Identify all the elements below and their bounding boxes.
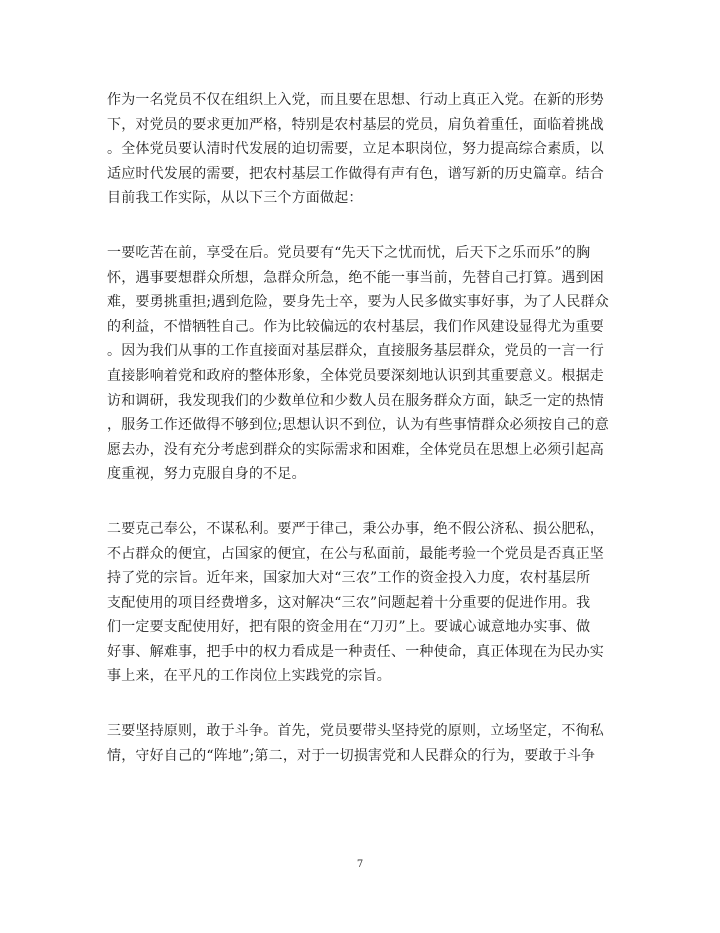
text-line: 愿去办，没有充分考虑到群众的实际需求和困难，全体党员在思想上必须引起高 (107, 441, 604, 458)
paragraph-intro (107, 88, 613, 211)
text-line: 的利益，不惜牺牲自己。作为比较偏远的农村基层，我们作风建设显得尤为重要 (107, 318, 604, 335)
paragraph-point-two (107, 517, 613, 689)
text-line: 好事、解难事，把手中的权力看成是一种责任、一种使命，真正体现在为民办实 (107, 643, 604, 660)
text-line: 难，要勇挑重担;遇到危险，要身先士卒，要为人民多做实事好事，为了人民群众 (107, 294, 609, 311)
text-line: ，服务工作还做得不够到位;思想认识不到位，认为有些事情群众必须按自己的意 (107, 417, 609, 434)
text-line: 们一定要支配使用好，把有限的资金用在“刀刃”上。要诚心诚意地办实事、做 (107, 619, 591, 636)
paragraph-point-three (107, 719, 613, 768)
text-line: 不占群众的便宜，占国家的便宜，在公与私面前，最能考验一个党员是否真正坚 (107, 545, 604, 562)
text-line: 持了党的宗旨。近年来，国家加大对“三农”工作的资金投入力度，农村基层所 (107, 570, 591, 587)
text-line: 访和调研，我发现我们的少数单位和少数人员在服务群众方面，缺乏一定的热情 (107, 392, 604, 409)
text-line: 怀，遇事要想群众所想，急群众所急，绝不能一事当前，先替自己打算。遇到困 (107, 269, 604, 286)
text-line: 一要吃苦在前，享受在后。党员要有“先天下之忧而忧，后天下之乐而乐”的胸 (107, 244, 591, 261)
text-line: 。因为我们从事的工作直接面对基层群众，直接服务基层群众，党员的一言一行 (107, 343, 604, 360)
text-line: 作为一名党员不仅在组织上入党，而且要在思想、行动上真正入党。在新的形势 (107, 92, 604, 108)
text-line: 适应时代发展的需要，把农村基层工作做得有声有色，谱写新的历史篇章。结合 (107, 165, 604, 182)
text-line: 目前我工作实际，从以下三个方面做起： (107, 190, 363, 207)
text-line: 。全体党员要认清时代发展的迫切需要，立足本职岗位，努力提高综合素质，以 (107, 141, 604, 158)
text-line: 支配使用的项目经费增多，这对解决“三农”问题起着十分重要的促进作用。我 (107, 594, 591, 611)
text-line: 情，守好自己的“阵地”;第二，对于一切损害党和人民群众的行为，要敢于斗争 (107, 747, 596, 764)
text-line: 三要坚持原则，敢于斗争。首先，党员要带头坚持党的原则，立场坚定，不徇私 (107, 723, 604, 740)
page-number: 7 (356, 859, 364, 870)
text-line: 度重视，努力克服自身的不足。 (107, 466, 306, 483)
text-line: 事上来，在平凡的工作岗位上实践党的宗旨。 (107, 668, 391, 685)
text-line: 下，对党员的要求更加严格，特别是农村基层的党员，肩负着重任，面临着挑战 (107, 116, 604, 133)
text-line: 二要克己奉公，不谋私利。要严于律己，秉公办事，绝不假公济私、损公肥私， (107, 520, 604, 537)
paragraph-point-one (107, 241, 613, 487)
text-line: 直接影响着党和政府的整体形象，全体党员要深刻地认识到其重要意义。根据走 (107, 367, 604, 384)
document-body (107, 88, 613, 798)
